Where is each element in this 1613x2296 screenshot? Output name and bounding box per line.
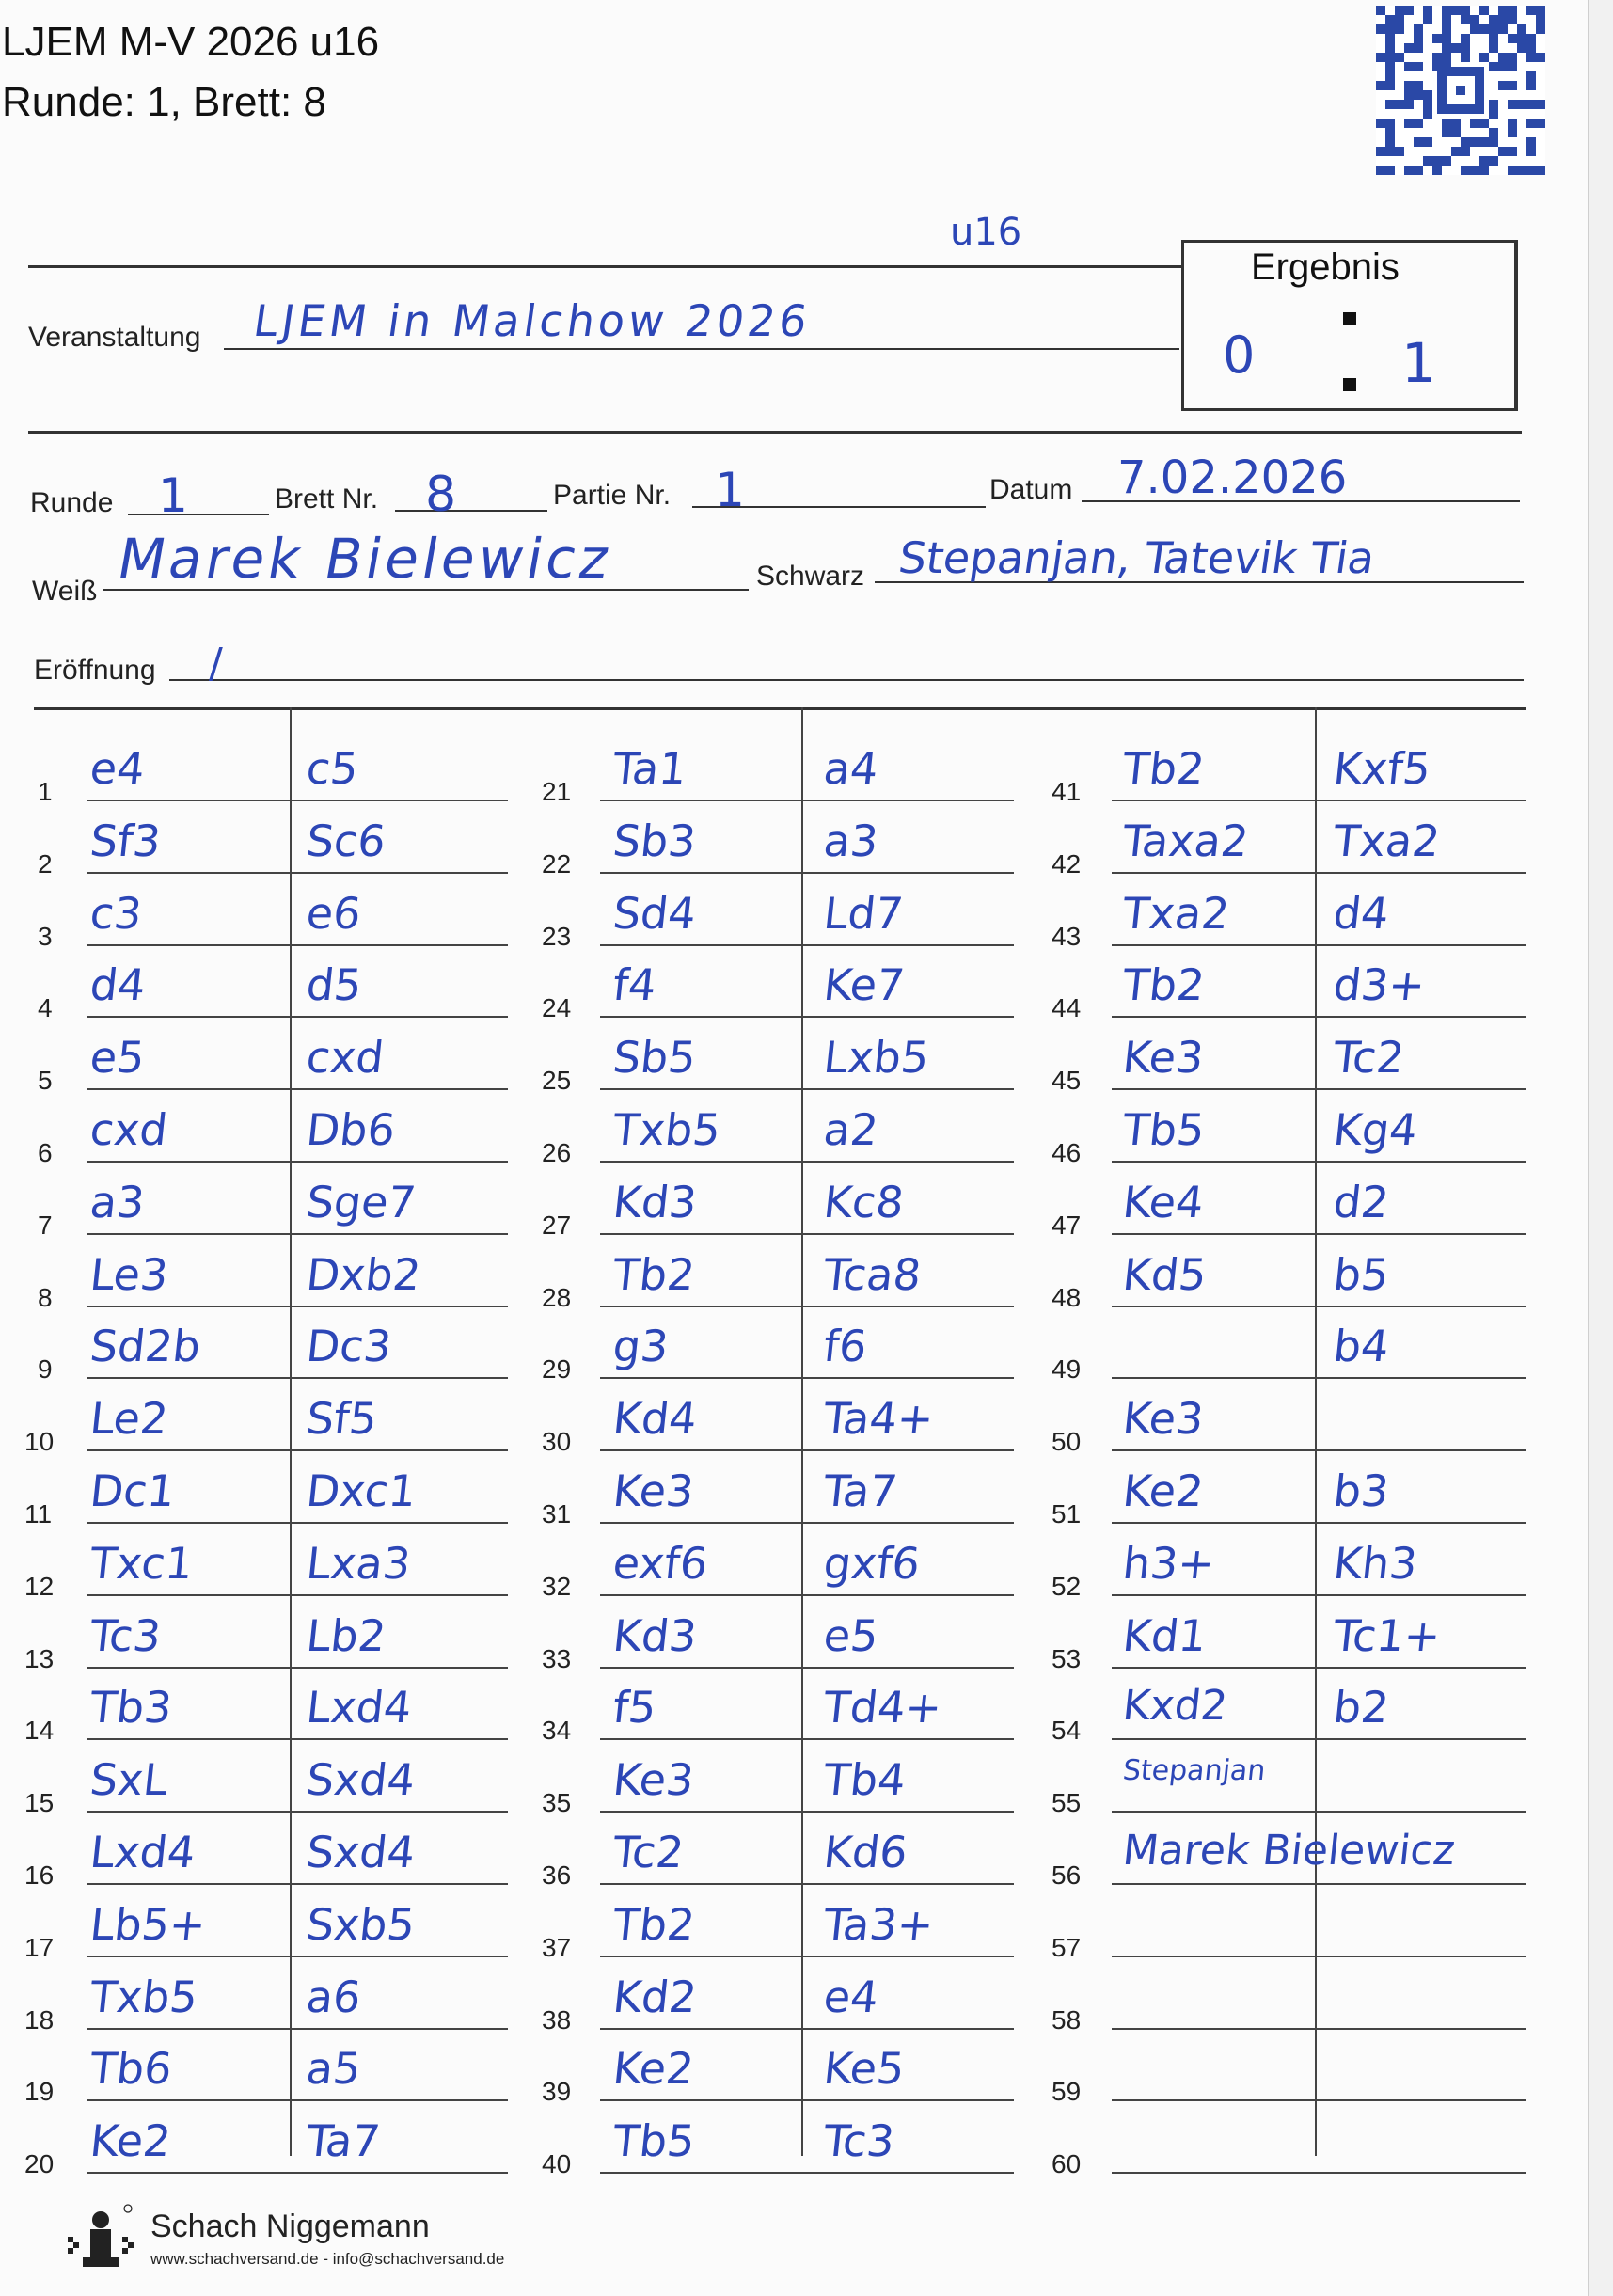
move-number: 9 bbox=[38, 1354, 53, 1385]
black-move: Sxd4 bbox=[304, 1827, 418, 1877]
white-move: Stepanjan bbox=[1121, 1754, 1268, 1788]
move-number: 4 bbox=[38, 993, 53, 1023]
opening-line bbox=[169, 679, 1524, 681]
move-number: 26 bbox=[542, 1138, 572, 1167]
move-number: 28 bbox=[542, 1282, 572, 1312]
move-line bbox=[600, 872, 1014, 874]
rule-under-event bbox=[28, 431, 1522, 434]
move-line bbox=[87, 872, 508, 874]
move-line bbox=[600, 1377, 1014, 1379]
move-number: 42 bbox=[1052, 848, 1082, 879]
move-line bbox=[1112, 1738, 1526, 1740]
white-move: Tb6 bbox=[87, 2043, 175, 2095]
move-line bbox=[1112, 1522, 1526, 1524]
move-number: 6 bbox=[38, 1138, 53, 1167]
move-line bbox=[1112, 1016, 1526, 1018]
opening-label: Eröffnung bbox=[34, 655, 156, 686]
white-move: f4 bbox=[610, 959, 659, 1011]
move-number: 55 bbox=[1052, 1788, 1082, 1818]
move-number: 8 bbox=[38, 1282, 53, 1312]
move-column-divider bbox=[290, 707, 292, 2156]
move-number: 47 bbox=[1052, 1210, 1082, 1240]
white-move: a3 bbox=[87, 1176, 148, 1227]
move-line bbox=[600, 1738, 1014, 1740]
black-move: Kxf5 bbox=[1331, 743, 1433, 794]
move-line bbox=[87, 1883, 508, 1885]
white-move: Marek Bielewicz bbox=[1120, 1827, 1458, 1875]
result-black: 1 bbox=[1401, 331, 1436, 395]
black-move: Ta3+ bbox=[821, 1898, 937, 1950]
move-line bbox=[87, 2028, 508, 2030]
white-move: Tc3 bbox=[87, 1609, 164, 1661]
white-move: Dc1 bbox=[87, 1465, 178, 1516]
black-move: Ta7 bbox=[304, 2115, 383, 2167]
black-move: Kc8 bbox=[821, 1176, 907, 1227]
black-move: d5 bbox=[304, 959, 365, 1011]
black-move: Sxd4 bbox=[304, 1754, 418, 1806]
white-move: Sb5 bbox=[610, 1032, 699, 1084]
move-line bbox=[1112, 1306, 1526, 1307]
white-move: Sd4 bbox=[610, 887, 699, 939]
move-line bbox=[87, 1811, 508, 1813]
white-move: Tb2 bbox=[1120, 743, 1208, 794]
move-line bbox=[1112, 872, 1526, 874]
move-number: 16 bbox=[24, 1861, 55, 1890]
white-move: c3 bbox=[87, 887, 145, 939]
header-line-2: Runde: 1, Brett: 8 bbox=[2, 79, 326, 125]
black-move: d3+ bbox=[1331, 959, 1428, 1011]
move-line bbox=[1112, 1956, 1526, 1957]
black-move: Lb2 bbox=[304, 1609, 388, 1661]
white-move: Taxa2 bbox=[1120, 815, 1252, 866]
move-line bbox=[600, 1594, 1014, 1596]
footer-brand: Schach Niggemann bbox=[150, 2209, 430, 2244]
black-move: a6 bbox=[304, 1971, 364, 2022]
black-move: Dxc1 bbox=[304, 1465, 419, 1516]
white-move: exf6 bbox=[610, 1537, 711, 1589]
move-line bbox=[1112, 1594, 1526, 1596]
white-move: Tc2 bbox=[610, 1827, 687, 1877]
move-line bbox=[1112, 1449, 1526, 1451]
black-move: Tc3 bbox=[821, 2115, 897, 2167]
move-number: 22 bbox=[542, 848, 572, 879]
black-move: b3 bbox=[1331, 1465, 1392, 1516]
white-move: Ke2 bbox=[87, 2115, 174, 2167]
move-line bbox=[1112, 800, 1526, 801]
white-move: Ke2 bbox=[610, 2043, 697, 2095]
white-move: Ke3 bbox=[1120, 1032, 1207, 1084]
move-number: 32 bbox=[542, 1571, 572, 1601]
move-line bbox=[87, 1016, 508, 1018]
black-move: c5 bbox=[304, 743, 361, 794]
move-number: 54 bbox=[1052, 1716, 1082, 1746]
black-label: Schwarz bbox=[756, 561, 865, 592]
move-number: 17 bbox=[24, 1932, 55, 1962]
move-number: 57 bbox=[1052, 1932, 1082, 1962]
move-line bbox=[87, 1594, 508, 1596]
white-move: Ke3 bbox=[610, 1754, 697, 1806]
board-value: 8 bbox=[425, 467, 457, 523]
black-move: b5 bbox=[1331, 1248, 1392, 1300]
move-number: 7 bbox=[38, 1210, 53, 1240]
move-line bbox=[87, 1161, 508, 1163]
black-move: a5 bbox=[304, 2043, 364, 2095]
move-number: 52 bbox=[1052, 1571, 1082, 1601]
date-label: Datum bbox=[989, 474, 1073, 505]
black-move: Dc3 bbox=[304, 1321, 394, 1372]
move-number: 24 bbox=[542, 993, 572, 1023]
move-line bbox=[600, 2099, 1014, 2101]
move-number: 41 bbox=[1052, 777, 1082, 806]
white-move: cxd bbox=[87, 1104, 170, 1155]
qr-code bbox=[1376, 6, 1545, 175]
white-move: Le3 bbox=[87, 1248, 171, 1300]
footer-contact: www.schachversand.de - info@schachversand.de bbox=[150, 2250, 505, 2268]
move-number: 12 bbox=[24, 1571, 55, 1601]
white-move: g3 bbox=[610, 1321, 672, 1372]
move-number: 1 bbox=[38, 777, 53, 806]
black-move: Sge7 bbox=[304, 1176, 419, 1227]
move-number: 25 bbox=[542, 1066, 572, 1096]
move-line bbox=[600, 1016, 1014, 1018]
move-line bbox=[600, 1956, 1014, 1957]
board-line bbox=[395, 510, 547, 512]
white-move: Txa2 bbox=[1120, 887, 1232, 939]
white-move: Sd2b bbox=[87, 1321, 203, 1372]
move-number: 19 bbox=[24, 2077, 55, 2107]
move-number: 39 bbox=[542, 2077, 572, 2107]
move-number: 45 bbox=[1052, 1066, 1082, 1096]
black-move: e6 bbox=[304, 887, 364, 939]
white-move: Ke4 bbox=[1120, 1176, 1207, 1227]
move-line bbox=[87, 1088, 508, 1090]
move-line bbox=[87, 1956, 508, 1957]
black-move: cxd bbox=[304, 1032, 387, 1084]
white-move: SxL bbox=[87, 1754, 170, 1806]
white-move: h3+ bbox=[1120, 1537, 1217, 1589]
white-move: Kd3 bbox=[610, 1176, 700, 1227]
move-line bbox=[1112, 1811, 1526, 1813]
white-move: Le2 bbox=[87, 1393, 171, 1445]
black-move: e5 bbox=[821, 1609, 881, 1661]
move-number: 50 bbox=[1052, 1427, 1082, 1457]
rule-top bbox=[28, 265, 1183, 268]
white-move: e5 bbox=[87, 1032, 148, 1084]
black-move: Sf5 bbox=[304, 1393, 380, 1445]
move-number: 2 bbox=[38, 848, 53, 879]
move-line bbox=[1112, 1667, 1526, 1669]
move-line bbox=[87, 1449, 508, 1451]
white-move: Sb3 bbox=[610, 815, 699, 866]
move-number: 14 bbox=[24, 1716, 55, 1746]
move-line bbox=[87, 1306, 508, 1307]
move-line bbox=[1112, 2028, 1526, 2030]
black-move: a3 bbox=[821, 815, 881, 866]
move-number: 48 bbox=[1052, 1282, 1082, 1312]
rule-moves-top bbox=[34, 707, 1526, 710]
move-number: 11 bbox=[24, 1499, 53, 1528]
move-line bbox=[600, 800, 1014, 801]
black-move: Lxb5 bbox=[821, 1032, 932, 1084]
header-line-1: LJEM M-V 2026 u16 bbox=[2, 19, 380, 65]
white-move: Tb5 bbox=[1120, 1104, 1208, 1155]
move-number: 60 bbox=[1052, 2149, 1082, 2179]
move-line bbox=[600, 2172, 1014, 2174]
move-number: 44 bbox=[1052, 993, 1082, 1023]
move-line bbox=[87, 2172, 508, 2174]
chess-logo-icon bbox=[62, 2203, 139, 2278]
white-move: Txb5 bbox=[87, 1971, 200, 2022]
black-move: Tc2 bbox=[1331, 1032, 1407, 1084]
white-move: Kd4 bbox=[610, 1393, 700, 1445]
move-column-divider bbox=[801, 707, 803, 2156]
date-value: 7.02.2026 bbox=[1117, 451, 1348, 504]
move-line bbox=[1112, 944, 1526, 946]
black-move: Tca8 bbox=[821, 1248, 924, 1300]
black-move: gxf6 bbox=[821, 1537, 923, 1589]
black-move: Lxd4 bbox=[304, 1682, 415, 1734]
black-move: a2 bbox=[821, 1104, 881, 1155]
white-move: Ta1 bbox=[610, 743, 689, 794]
result-white: 0 bbox=[1223, 325, 1256, 385]
black-move: Sc6 bbox=[304, 815, 388, 866]
white-move: Tb2 bbox=[610, 1898, 698, 1950]
round-label: Runde bbox=[30, 487, 114, 518]
move-number: 31 bbox=[542, 1499, 572, 1528]
result-label: Ergebnis bbox=[1251, 246, 1400, 288]
move-line bbox=[87, 1233, 508, 1235]
white-move: e4 bbox=[87, 743, 148, 794]
move-number: 18 bbox=[24, 2004, 55, 2035]
move-line bbox=[87, 944, 508, 946]
black-move: Sxb5 bbox=[304, 1898, 418, 1950]
black-move: Lxa3 bbox=[304, 1537, 414, 1589]
black-move: Tc1+ bbox=[1331, 1609, 1444, 1661]
move-number: 15 bbox=[24, 1788, 55, 1818]
move-line bbox=[600, 1667, 1014, 1669]
move-line bbox=[1112, 2172, 1526, 2174]
move-line bbox=[600, 1161, 1014, 1163]
white-label: Weiß bbox=[32, 576, 98, 607]
move-number: 53 bbox=[1052, 1643, 1082, 1673]
move-number: 35 bbox=[542, 1788, 572, 1818]
move-number: 10 bbox=[24, 1427, 55, 1457]
white-move: Txc1 bbox=[87, 1537, 196, 1589]
black-move: f6 bbox=[821, 1321, 870, 1372]
white-move: Kxd2 bbox=[1120, 1682, 1230, 1731]
black-move: d4 bbox=[1331, 887, 1392, 939]
move-number: 58 bbox=[1052, 2004, 1082, 2035]
move-number: 27 bbox=[542, 1210, 572, 1240]
white-move: Kd5 bbox=[1120, 1248, 1210, 1300]
move-number: 49 bbox=[1052, 1354, 1082, 1385]
white-move: Kd1 bbox=[1120, 1609, 1210, 1661]
white-move: Ke3 bbox=[610, 1465, 697, 1516]
black-move: b4 bbox=[1331, 1321, 1392, 1372]
move-line bbox=[600, 944, 1014, 946]
move-number: 23 bbox=[542, 921, 572, 951]
move-line bbox=[87, 1738, 508, 1740]
move-line bbox=[1112, 1161, 1526, 1163]
move-number: 30 bbox=[542, 1427, 572, 1457]
game-label: Partie Nr. bbox=[553, 480, 672, 511]
black-move: Dxb2 bbox=[304, 1248, 423, 1300]
move-number: 13 bbox=[24, 1643, 55, 1673]
white-move: Tb2 bbox=[610, 1248, 698, 1300]
black-move: d2 bbox=[1331, 1176, 1392, 1227]
move-line bbox=[1112, 1377, 1526, 1379]
white-move: Ke3 bbox=[1120, 1393, 1207, 1445]
move-line bbox=[600, 1522, 1014, 1524]
round-value: 1 bbox=[158, 468, 188, 523]
move-number: 33 bbox=[542, 1643, 572, 1673]
move-line bbox=[600, 1449, 1014, 1451]
black-move: a4 bbox=[821, 743, 881, 794]
black-move: e4 bbox=[821, 1971, 881, 2022]
move-number: 43 bbox=[1052, 921, 1082, 951]
white-move: Lxd4 bbox=[87, 1827, 198, 1877]
black-move: Ke7 bbox=[821, 959, 908, 1011]
white-move: d4 bbox=[87, 959, 149, 1011]
move-number: 51 bbox=[1052, 1499, 1082, 1528]
move-number: 59 bbox=[1052, 2077, 1082, 2107]
event-note: u16 bbox=[950, 211, 1022, 254]
move-line bbox=[600, 1088, 1014, 1090]
result-colon-top bbox=[1343, 312, 1356, 325]
white-move: f5 bbox=[610, 1682, 659, 1734]
move-line bbox=[600, 1811, 1014, 1813]
black-move: b2 bbox=[1331, 1682, 1392, 1734]
move-line bbox=[87, 800, 508, 801]
move-number: 38 bbox=[542, 2004, 572, 2035]
move-line bbox=[87, 1522, 508, 1524]
move-line bbox=[600, 1306, 1014, 1307]
black-player-value: Stepanjan, Tatevik Tia bbox=[895, 532, 1379, 583]
black-move: Tb4 bbox=[821, 1754, 909, 1806]
move-line bbox=[87, 2099, 508, 2101]
white-move: Ke2 bbox=[1120, 1465, 1207, 1516]
move-line bbox=[1112, 2099, 1526, 2101]
white-move: Lb5+ bbox=[87, 1898, 209, 1950]
move-number: 21 bbox=[542, 777, 572, 806]
black-move: Ld7 bbox=[821, 887, 906, 939]
black-move: Kg4 bbox=[1331, 1104, 1420, 1155]
move-number: 29 bbox=[542, 1354, 572, 1385]
black-move: Ke5 bbox=[821, 2043, 908, 2095]
move-number: 46 bbox=[1052, 1138, 1082, 1167]
move-number: 36 bbox=[542, 1861, 572, 1890]
black-move: Ta4+ bbox=[821, 1393, 937, 1445]
opening-value: / bbox=[209, 640, 223, 688]
board-label: Brett Nr. bbox=[275, 483, 379, 515]
move-line bbox=[600, 2028, 1014, 2030]
move-number: 56 bbox=[1052, 1861, 1082, 1890]
white-move: Tb2 bbox=[1120, 959, 1208, 1011]
white-move: Txb5 bbox=[610, 1104, 723, 1155]
round-line bbox=[128, 514, 269, 515]
black-move: Kd6 bbox=[821, 1827, 910, 1877]
result-colon-bottom bbox=[1343, 378, 1356, 391]
move-number: 40 bbox=[542, 2149, 572, 2179]
black-move: Ta7 bbox=[821, 1465, 900, 1516]
move-number: 5 bbox=[38, 1066, 53, 1096]
move-line bbox=[87, 1667, 508, 1669]
black-move: Db6 bbox=[304, 1104, 398, 1155]
black-move: Txa2 bbox=[1331, 815, 1443, 866]
game-value: 1 bbox=[715, 463, 745, 517]
move-number: 3 bbox=[38, 921, 53, 951]
move-line bbox=[1112, 1233, 1526, 1235]
white-player-value: Marek Bielewicz bbox=[113, 527, 619, 591]
move-number: 37 bbox=[542, 1932, 572, 1962]
move-line bbox=[600, 1233, 1014, 1235]
move-number: 34 bbox=[542, 1716, 572, 1746]
event-label: Veranstaltung bbox=[28, 322, 201, 353]
move-line bbox=[87, 1377, 508, 1379]
white-move: Tb5 bbox=[610, 2115, 698, 2167]
move-line bbox=[1112, 1088, 1526, 1090]
move-column-divider bbox=[1315, 707, 1317, 2156]
event-value: LJEM in Malchow 2026 bbox=[250, 295, 814, 346]
move-number: 20 bbox=[24, 2149, 55, 2179]
white-move: Tb3 bbox=[87, 1682, 175, 1734]
black-move: Td4+ bbox=[821, 1682, 944, 1734]
black-move: Kh3 bbox=[1331, 1537, 1420, 1589]
white-move: Kd3 bbox=[610, 1609, 700, 1661]
event-line bbox=[224, 348, 1179, 350]
white-move: Sf3 bbox=[87, 815, 164, 866]
move-line bbox=[1112, 1883, 1526, 1885]
white-move: Kd2 bbox=[610, 1971, 700, 2022]
move-line bbox=[600, 1883, 1014, 1885]
